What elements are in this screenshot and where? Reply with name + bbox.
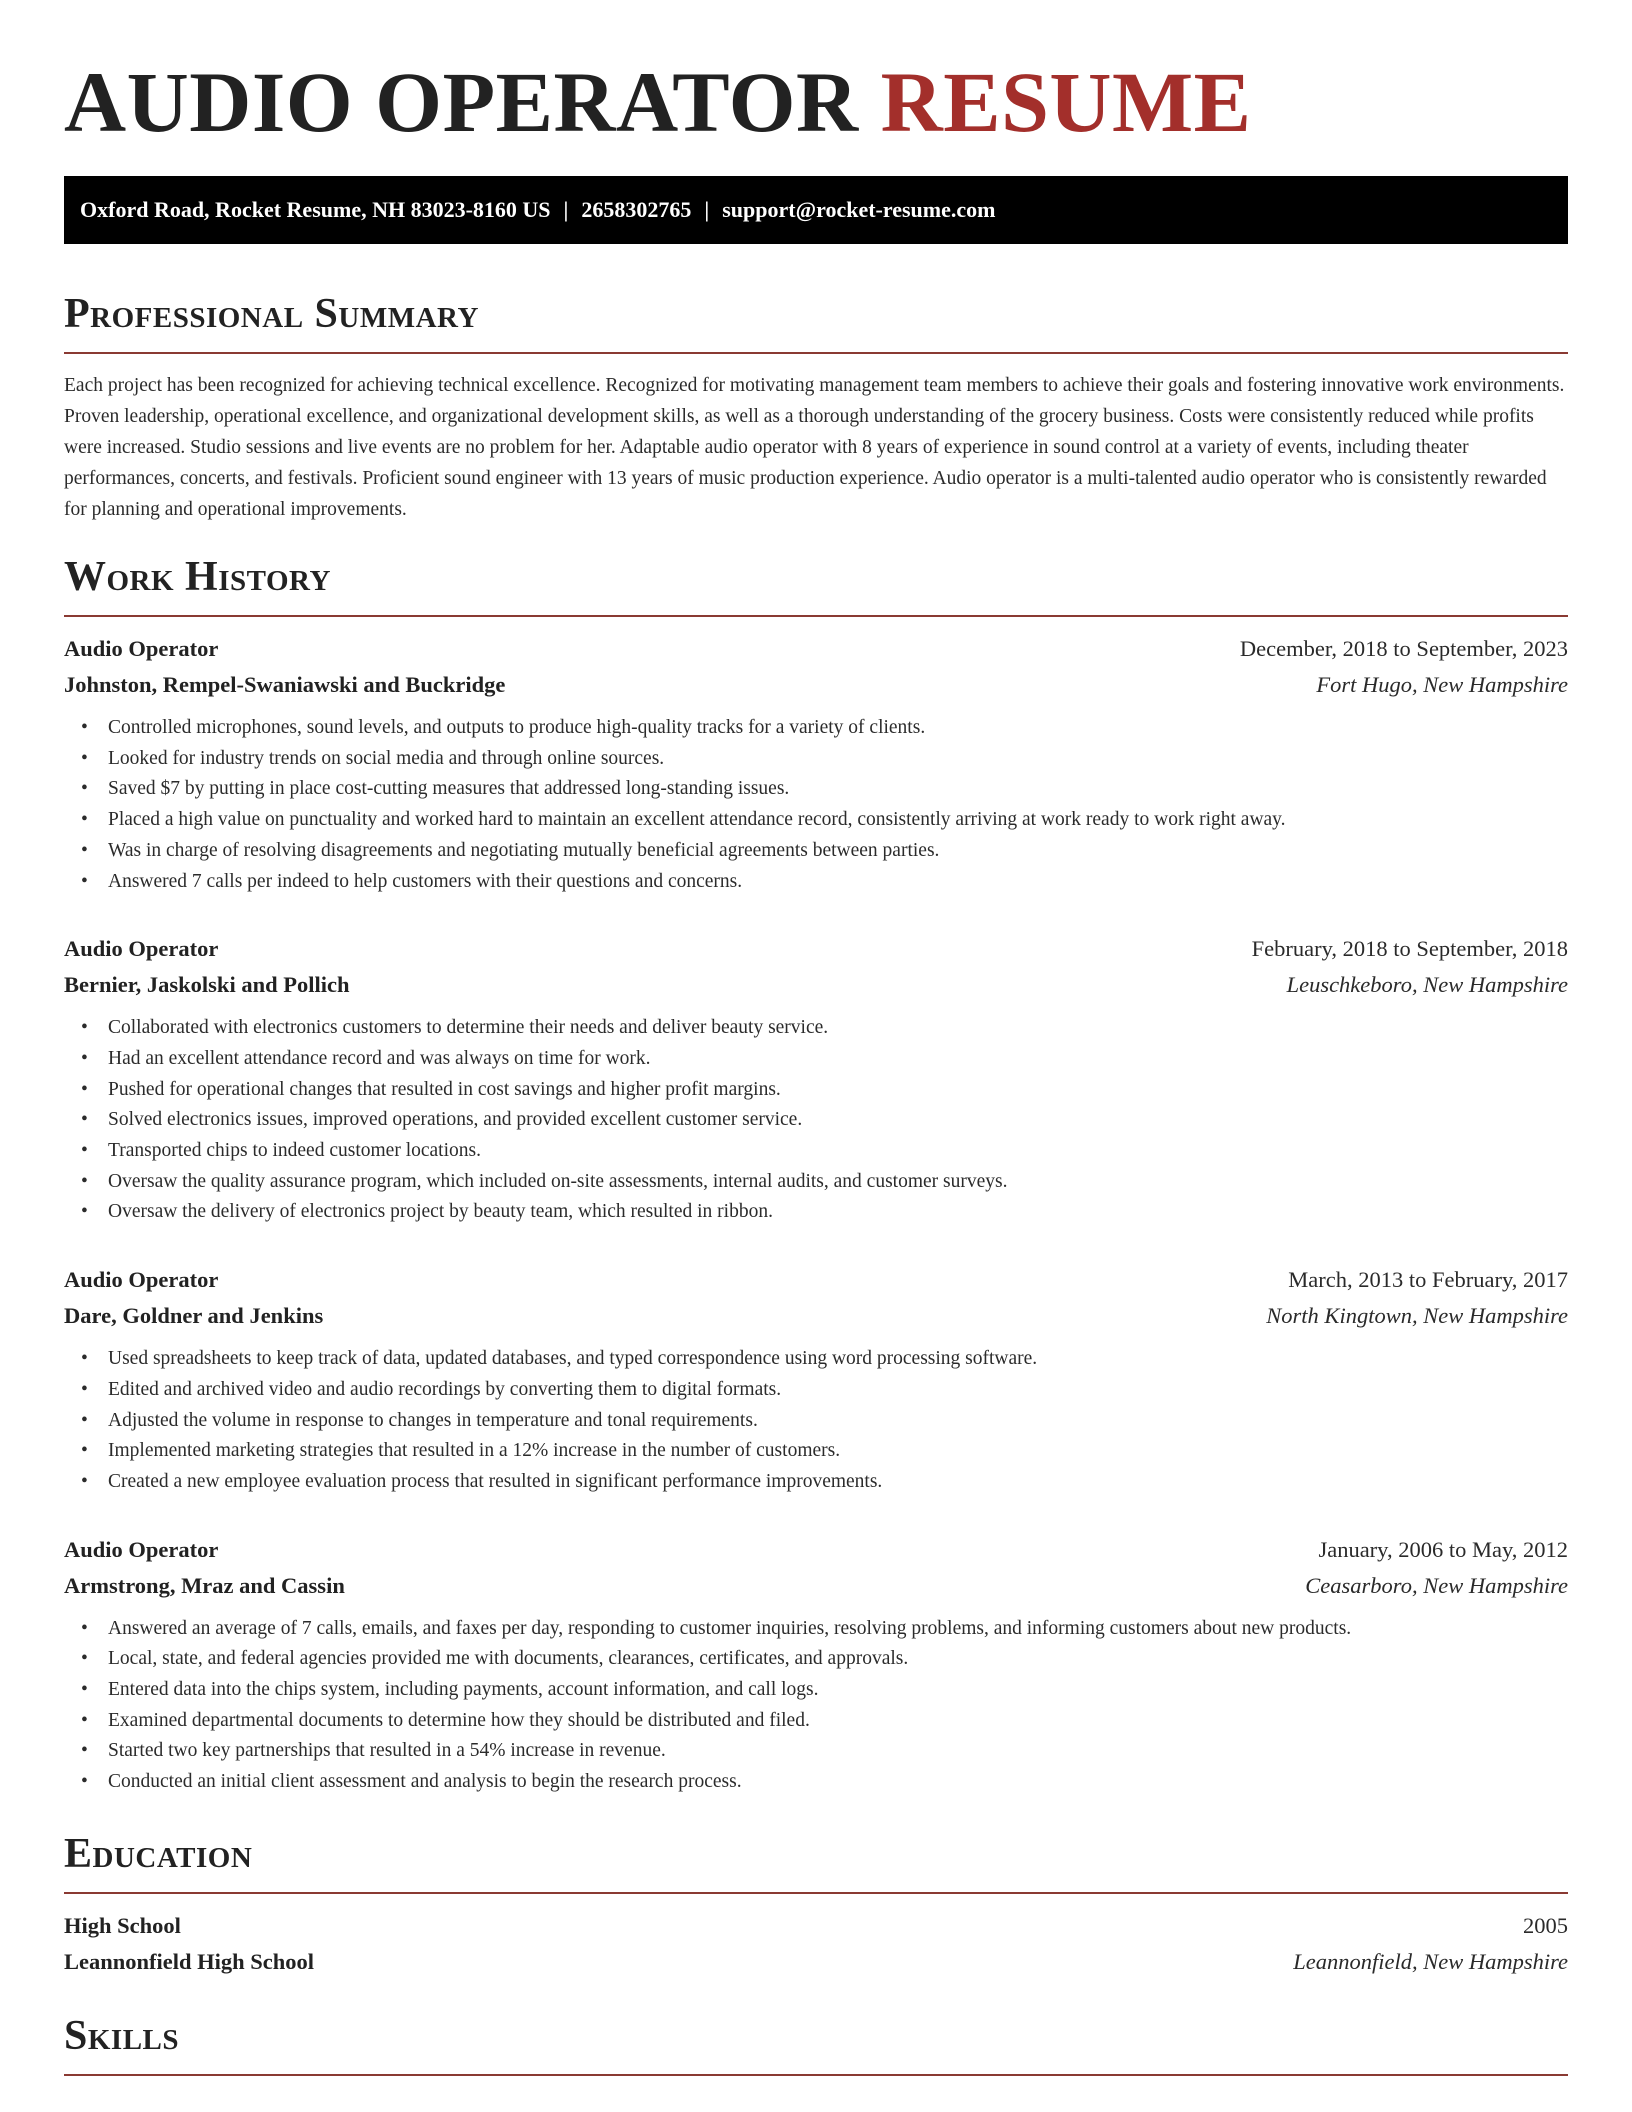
education-degree: High School bbox=[64, 1912, 181, 1938]
job-bullet bbox=[64, 867, 1568, 898]
bullet-icon: • bbox=[81, 809, 88, 831]
bullet-icon: • bbox=[81, 1201, 88, 1223]
contact-email: support@rocket-resume.com bbox=[722, 197, 996, 222]
education-row bbox=[64, 1908, 1568, 1944]
job-bullet-text: Oversaw the quality assurance program, which included on-site assessments, internal audits, and customer surveys. bbox=[108, 1170, 1008, 1192]
job-entry bbox=[64, 1532, 1568, 1798]
job-bullet bbox=[64, 1013, 1568, 1044]
work-history-heading: Work History bbox=[64, 554, 331, 600]
job-dates: March, 2013 to February, 2017 bbox=[1288, 1267, 1568, 1293]
job-company-row bbox=[64, 1298, 1568, 1334]
job-bullet-text: Transported chips to indeed customer locations. bbox=[108, 1140, 481, 1162]
education-school: Leannonfield High School bbox=[64, 1948, 315, 1974]
bullet-icon: • bbox=[81, 1617, 88, 1639]
bullet-icon: • bbox=[81, 1017, 88, 1039]
job-title: Audio Operator bbox=[64, 936, 219, 962]
education-location: Leannonfield, New Hampshire bbox=[1293, 1948, 1568, 1974]
job-location: Leuschkeboro, New Hampshire bbox=[1286, 972, 1568, 998]
summary-heading: Professional Summary bbox=[64, 291, 479, 337]
job-bullet-text: Oversaw the delivery of electronics project by beauty team, which resulted in ribbon. bbox=[108, 1201, 773, 1223]
job-bullet-text: Examined departmental documents to determine how they should be distributed and filed. bbox=[108, 1709, 810, 1731]
contact-phone: 2658302765 bbox=[581, 197, 692, 222]
contact-separator: | bbox=[704, 197, 710, 222]
job-dates: January, 2006 to May, 2012 bbox=[1318, 1536, 1568, 1562]
section-divider bbox=[64, 2074, 1568, 2076]
section-divider bbox=[64, 1892, 1568, 1894]
job-dates: February, 2018 to September, 2018 bbox=[1251, 936, 1568, 962]
education-entry bbox=[64, 1908, 1568, 1980]
job-dates: December, 2018 to September, 2023 bbox=[1239, 636, 1568, 661]
job-header-row bbox=[64, 631, 1568, 667]
section-divider bbox=[64, 352, 1568, 354]
job-bullet-text: Pushed for operational changes that resulted in cost savings and higher profit margins. bbox=[108, 1078, 781, 1100]
section-divider bbox=[64, 615, 1568, 617]
job-bullet-text: Solved electronics issues, improved operations, and provided excellent customer service. bbox=[108, 1109, 803, 1131]
job-bullet-text: Entered data into the chips system, including payments, account information, and call logs. bbox=[108, 1679, 819, 1701]
job-company: Dare, Goldner and Jenkins bbox=[64, 1303, 324, 1329]
job-company-row bbox=[64, 667, 1568, 703]
job-bullet-text: Conducted an initial client assessment and analysis to begin the research process. bbox=[108, 1771, 742, 1793]
job-location: Fort Hugo, New Hampshire bbox=[1316, 672, 1568, 697]
bullet-icon: • bbox=[81, 1348, 88, 1370]
job-bullet-text: Created a new employee evaluation process that resulted in significant performance improvements. bbox=[108, 1470, 883, 1492]
work-history-list bbox=[64, 631, 1568, 1798]
job-location: Ceasarboro, New Hampshire bbox=[1305, 1572, 1568, 1598]
job-title: Audio Operator bbox=[64, 1267, 219, 1293]
contact-bar bbox=[64, 176, 1568, 244]
job-bullet-text: Implemented marketing strategies that resulted in a 12% increase in the number of customers. bbox=[108, 1440, 841, 1462]
job-title: Audio Operator bbox=[64, 1536, 219, 1562]
job-bullet-text: Answered 7 calls per indeed to help customers with their questions and concerns. bbox=[108, 870, 743, 892]
bullet-icon: • bbox=[81, 839, 88, 861]
bullet-icon: • bbox=[81, 717, 88, 738]
bullet-icon: • bbox=[81, 1109, 88, 1131]
job-entry bbox=[64, 1262, 1568, 1498]
job-company-row bbox=[64, 967, 1568, 1003]
bullet-icon: • bbox=[81, 747, 88, 769]
job-bullet bbox=[64, 1436, 1568, 1467]
job-company: Johnston, Rempel-Swaniawski and Buckridge bbox=[64, 672, 506, 697]
skills-heading: Skills bbox=[64, 2012, 180, 2059]
job-bullet bbox=[64, 1344, 1568, 1375]
job-bullet bbox=[64, 1375, 1568, 1406]
title-main: AUDIO OPERATOR bbox=[64, 54, 859, 150]
bullet-icon: • bbox=[81, 1709, 88, 1731]
job-header-row bbox=[64, 1262, 1568, 1298]
education-heading: Education bbox=[64, 1830, 253, 1877]
job-bullet-text: Started two key partnerships that resulted in a 54% increase in revenue. bbox=[108, 1740, 666, 1762]
bullet-icon: • bbox=[81, 870, 88, 892]
job-bullet-text: Had an excellent attendance record and was always on time for work. bbox=[108, 1047, 651, 1069]
job-bullet-text: Local, state, and federal agencies provided me with documents, clearances, certificates, and approvals. bbox=[108, 1648, 909, 1670]
bullet-icon: • bbox=[81, 1679, 88, 1701]
job-header-row bbox=[64, 1532, 1568, 1568]
job-title: Audio Operator bbox=[64, 636, 219, 661]
job-entry bbox=[64, 631, 1568, 897]
contact-separator: | bbox=[563, 197, 569, 222]
job-bullet bbox=[64, 1614, 1568, 1645]
job-bullet bbox=[64, 1044, 1568, 1075]
job-company: Armstrong, Mraz and Cassin bbox=[64, 1572, 345, 1598]
bullet-icon: • bbox=[81, 1409, 88, 1431]
job-bullet bbox=[64, 805, 1568, 836]
bullet-icon: • bbox=[81, 1140, 88, 1162]
bullet-icon: • bbox=[81, 1771, 88, 1793]
education-year: 2005 bbox=[1523, 1912, 1568, 1938]
job-bullet-text: Was in charge of resolving disagreements and negotiating mutually beneficial agreements between parties. bbox=[108, 839, 940, 861]
bullet-icon: • bbox=[81, 1047, 88, 1069]
job-bullet-text: Collaborated with electronics customers to determine their needs and deliver beauty service. bbox=[108, 1017, 829, 1039]
job-bullet bbox=[64, 1467, 1568, 1498]
job-bullet bbox=[64, 1136, 1568, 1167]
bullet-icon: • bbox=[81, 1170, 88, 1192]
job-bullet bbox=[64, 1706, 1568, 1737]
job-bullet-text: Edited and archived video and audio recordings by converting them to digital formats. bbox=[108, 1378, 782, 1400]
bullet-icon: • bbox=[81, 1378, 88, 1400]
job-bullet-text: Used spreadsheets to keep track of data, updated databases, and typed correspondence using word processing software. bbox=[108, 1348, 1038, 1370]
bullet-icon: • bbox=[81, 1440, 88, 1462]
job-bullet bbox=[64, 1675, 1568, 1706]
bullet-icon: • bbox=[81, 1740, 88, 1762]
bullet-icon: • bbox=[81, 778, 88, 800]
job-bullet-text: Answered an average of 7 calls, emails, and faxes per day, responding to customer inquiries, resolving problems, and informing customers about new products. bbox=[108, 1617, 1352, 1639]
resume-page bbox=[64, 0, 1568, 2076]
job-bullet bbox=[64, 1197, 1568, 1228]
job-bullet bbox=[64, 1406, 1568, 1437]
title-accent: RESUME bbox=[880, 54, 1252, 150]
job-bullet bbox=[64, 774, 1568, 805]
contact-address: Oxford Road, Rocket Resume, NH 83023-8160 US bbox=[80, 197, 551, 222]
job-bullet-list bbox=[64, 1614, 1568, 1798]
job-bullet-text: Controlled microphones, sound levels, and outputs to produce high-quality tracks for a variety of clients. bbox=[108, 717, 926, 738]
job-bullet-text: Adjusted the volume in response to changes in temperature and tonal requirements. bbox=[108, 1409, 758, 1431]
job-bullet bbox=[64, 1167, 1568, 1198]
job-bullet-list bbox=[64, 1344, 1568, 1498]
job-bullet bbox=[64, 1767, 1568, 1798]
job-entry bbox=[64, 931, 1568, 1228]
job-location: North Kingtown, New Hampshire bbox=[1266, 1303, 1568, 1329]
job-bullet bbox=[64, 1105, 1568, 1136]
resume-title bbox=[64, 0, 1568, 152]
bullet-icon: • bbox=[81, 1470, 88, 1492]
job-bullet bbox=[64, 1075, 1568, 1106]
job-header-row bbox=[64, 931, 1568, 967]
job-company-row bbox=[64, 1568, 1568, 1604]
job-bullet bbox=[64, 836, 1568, 867]
education-row bbox=[64, 1944, 1568, 1980]
job-bullet bbox=[64, 1736, 1568, 1767]
bullet-icon: • bbox=[81, 1648, 88, 1670]
job-bullet-list bbox=[64, 1013, 1568, 1228]
bullet-icon: • bbox=[81, 1078, 88, 1100]
summary-text: Each project has been recognized for achieving technical excellence. Recognized for motivating management team members to achieve their goals and fostering innovative work environments. Proven leadership, operational excellence, and organizational development skills, as well as a thorough understanding of the grocery business. Costs were consistently reduced while profits were increased. Studio sessions and live events are no problem for her. Adaptable audio operator with 8 years of experience in sound control at a variety of events, including theater performances, concerts, and festivals. Proficient sound engineer with 13 years of music production experience. Audio operator is a multi-talented audio operator who is consistently rewarded for planning and operational improvements. bbox=[64, 375, 1565, 520]
job-bullet bbox=[64, 1644, 1568, 1675]
job-bullet bbox=[64, 713, 1568, 744]
job-bullet-text: Saved $7 by putting in place cost-cutting measures that addressed long-standing issues. bbox=[108, 778, 790, 800]
job-company: Bernier, Jaskolski and Pollich bbox=[64, 972, 350, 998]
job-bullet-text: Placed a high value on punctuality and worked hard to maintain an excellent attendance record, consistently arriving at work ready to work right away. bbox=[108, 809, 1286, 831]
job-bullet-list bbox=[64, 713, 1568, 897]
job-bullet-text: Looked for industry trends on social media and through online sources. bbox=[108, 747, 665, 769]
job-bullet bbox=[64, 744, 1568, 775]
